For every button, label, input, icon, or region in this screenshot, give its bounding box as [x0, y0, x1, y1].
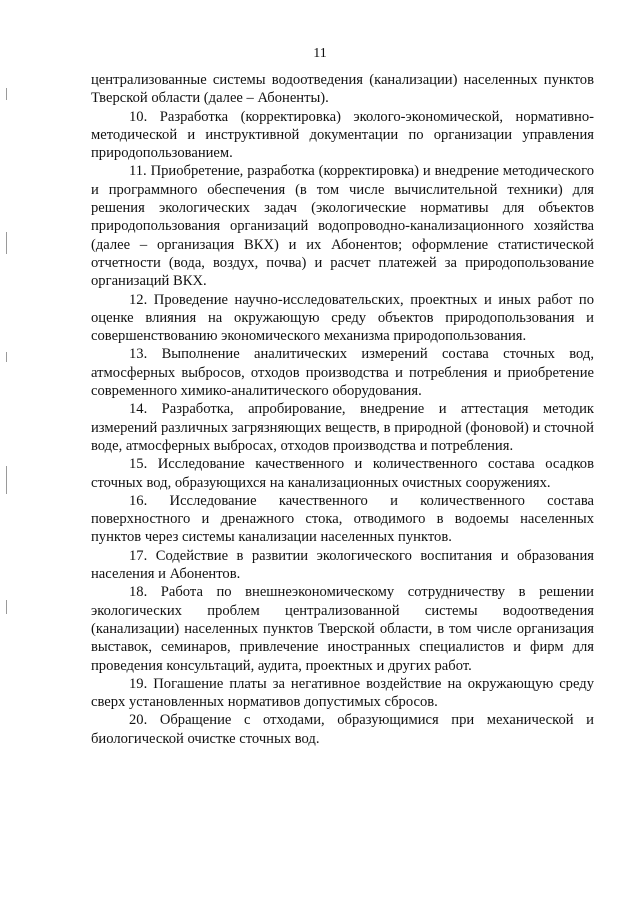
item-12-paragraph: 12. Проведение научно-исследовательских, проектных и иных работ по оценке влияния на окружающую среду объектов природопользования и совершенствованию экономического механизма природопользования.	[91, 291, 594, 345]
item-16-paragraph: 16. Исследование качественного и количественного состава поверхностного и дренажного стока, отводимого в водоемы населенных пунктов через системы канализации населенных пунктов.	[91, 492, 594, 546]
item-15-paragraph: 15. Исследование качественного и количественного состава осадков сточных вод, образующихся на канализационных очистных сооружениях.	[91, 456, 594, 491]
scan-margin-mark	[6, 88, 7, 100]
item-17-paragraph: 17. Содействие в развитии экологического воспитания и образования населения и Абонентов.	[91, 547, 594, 583]
scan-margin-mark	[6, 466, 7, 494]
document-body	[91, 71, 594, 748]
page-number: 11	[313, 46, 327, 61]
scan-margin-mark	[6, 352, 7, 362]
item-19-paragraph: 19. Погашение платы за негативное воздействие на окружающую среду сверх установленных нормативов допустимых сбросов.	[91, 675, 594, 711]
item-20-paragraph: 20. Обращение с отходами, образующимися при механической и биологической очистке сточных вод.	[91, 712, 594, 747]
lead-paragraph: централизованные системы водоотведения (канализации) населенных пунктов Тверской области (далее – Абоненты).	[91, 72, 594, 107]
scan-margin-mark	[6, 232, 7, 254]
scan-margin-mark	[6, 600, 7, 614]
item-10-paragraph: 10. Разработка (корректировка) эколого-экономической, нормативно-методической и инструктивной документации по организации управления природопользованием.	[91, 108, 594, 162]
item-11-paragraph: 11. Приобретение, разработка (корректировка) и внедрение методического и программного обеспечения (в том числе вычислительной техники) для решения экологических задач (экологические нормативы для объектов природопользования организаций водопроводно-канализационного хозяйства (далее – организация ВКХ) и их Абонентов; оформление статистической отчетности (вода, воздух, почва) и расчет платежей за природопользование организаций ВКХ.	[91, 163, 594, 290]
item-13-paragraph: 13. Выполнение аналитических измерений состава сточных вод, атмосферных выбросов, отходов производства и потребления и приобретение современного химико-аналитического оборудования.	[91, 346, 594, 400]
item-14-paragraph: 14. Разработка, апробирование, внедрение и аттестация методик измерений различных загрязняющих веществ, в природной (фоновой) и сточной воде, атмосферных выбросах, отходов производства и потребления.	[91, 401, 594, 454]
item-18-paragraph: 18. Работа по внешнеэкономическому сотрудничеству в решении экологических проблем централизованной системы водоотведения (канализации) населенных пунктов Тверской области, в том числе организация выставок, семинаров, привлечение иностранных специалистов и фирм для проведения консультаций, аудита, проектных и других работ.	[91, 584, 594, 674]
